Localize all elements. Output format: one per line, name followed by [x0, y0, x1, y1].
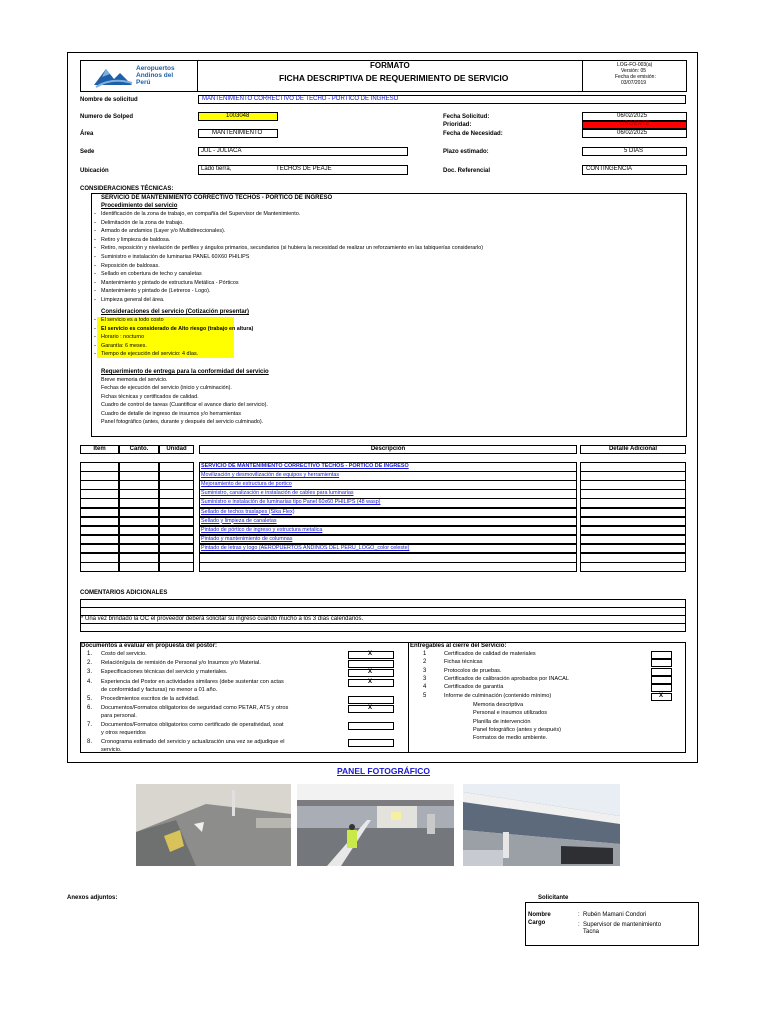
doc-code: LOG-FO-003(a)	[617, 62, 653, 68]
evaluate-item: y otros requeridos	[101, 730, 146, 737]
table-row-description: Pintado de pórtico de ingreso y estructura metalica	[201, 526, 323, 533]
table-row-description: Sellado de techos traslapes (Sika Flex)	[201, 508, 295, 515]
comments-heading: COMENTARIOS ADICIONALES	[80, 590, 168, 596]
table-cell	[580, 462, 686, 472]
procedure-bullet: -	[94, 297, 96, 303]
evaluate-checkbox	[348, 660, 394, 668]
table-cell	[199, 562, 577, 572]
photo-2	[297, 784, 454, 866]
table-cell	[80, 498, 119, 508]
table-cell	[119, 462, 159, 472]
evaluate-item: Procedimientos escritos de la actividad.	[101, 695, 200, 702]
table-cell	[580, 508, 686, 518]
evaluate-mark: X	[368, 705, 373, 711]
table-cell	[119, 526, 159, 536]
evaluate-number: 5.	[87, 695, 93, 702]
requester-name: Rubén Mamani Condori	[583, 912, 647, 918]
table-cell	[80, 517, 119, 527]
evaluate-item: servicio.	[101, 747, 122, 754]
consideration-bullet: -	[94, 334, 96, 341]
issue-label: Fecha de emisión:	[615, 74, 656, 80]
table-cell	[119, 489, 159, 499]
delivery-item: Panel fotográfico (antes, durante y después del servicio culminado).	[101, 419, 264, 425]
request-name-label: Nombre de solicitud	[80, 97, 138, 103]
annex-label: Anexos adjuntos:	[67, 895, 118, 901]
deliverable-mark: X	[659, 692, 664, 699]
evaluate-item: Especificaciones técnicas del servicio y materiales.	[101, 669, 228, 676]
procedure-bullet: -	[94, 245, 96, 252]
company-logo: Aeropuertos Andinos del Perú	[92, 63, 192, 89]
deliverable-number: 3	[423, 667, 427, 674]
evaluate-number: 2.	[87, 660, 93, 667]
consideration-item: Tiempo de ejecución del servicio: 4 días.	[101, 351, 199, 358]
table-cell	[580, 489, 686, 499]
table-cell	[159, 471, 194, 481]
deliverable-checkbox	[651, 676, 672, 684]
consideration-item: El servicio es considerado de Alto riesgo (trabajo en altura)	[101, 325, 254, 332]
deliverable-item: Protocolos de pruebas.	[444, 667, 502, 674]
table-cell	[80, 562, 119, 572]
photo-panel-title: PANEL FOTOGRÁFICO	[337, 766, 431, 776]
procedure-bullet: -	[94, 279, 96, 286]
deliverable-subitem: Memoria descriptiva	[473, 702, 524, 708]
table-cell	[580, 480, 686, 490]
table-cell	[159, 498, 194, 508]
table-row-description: Movilización y desmovilización de equipos y herramientas	[201, 472, 340, 479]
deliverable-number: 1	[423, 651, 427, 657]
table-cell	[119, 544, 159, 554]
doc-version: Versión: 05	[621, 68, 647, 74]
delivery-item: Fichas técnicas y certificados de calidad.	[101, 393, 199, 400]
format-label: FORMATO	[370, 61, 410, 70]
deliverable-item: Certificados de garantía	[444, 684, 504, 691]
table-cell	[159, 544, 194, 554]
table-cell	[80, 462, 119, 472]
evaluate-item: Documentos/Formatos obligatorios de seguridad como PETAR, ATS y otros	[101, 705, 289, 711]
table-cell	[580, 562, 686, 572]
deliverable-number: 4	[423, 684, 427, 691]
consideration-item: El servicio es a todo costo	[101, 317, 164, 323]
table-cell	[80, 480, 119, 490]
table-header-label: Canto.	[129, 446, 149, 452]
table-row-description: Suministro, canalización e instalación de cables para luminarias	[201, 490, 354, 497]
procedure-bullet: -	[94, 236, 96, 243]
table-cell	[580, 526, 686, 536]
deliverable-subitem: Panel fotográfico (antes y después)	[473, 726, 561, 733]
procedure-item: Reposición de baldosas.	[101, 262, 160, 269]
table-cell	[159, 517, 194, 527]
requester-label: Solicitante	[538, 895, 569, 901]
procedure-bullet: -	[94, 219, 96, 226]
table-cell	[159, 535, 194, 545]
table-row-description: Suministro e instalación de luminarias tipo Panel 60x60 PHILIPS (48 wasp)	[201, 499, 381, 506]
table-cell	[159, 489, 194, 499]
procedure-item: Armado de andamios (Layer y/o Multidireccionales).	[101, 228, 226, 235]
evaluate-number: 3.	[87, 669, 93, 676]
document-title: FICHA DESCRIPTIVA DE REQUERIMIENTO DE SERVICIO	[279, 73, 509, 83]
table-cell	[159, 508, 194, 518]
table-row-description: Pintado de letras y logo (AEROPUERTOS ANDINOS DEL PERU_LOGO_color celeste)	[201, 544, 410, 551]
table-header-label: Item	[93, 446, 106, 452]
deliverable-item: Fichas técnicas	[444, 659, 483, 666]
deliverable-number: 5	[423, 692, 427, 699]
evaluate-checkbox	[348, 739, 394, 747]
table-cell	[580, 535, 686, 545]
photo-3	[463, 784, 620, 866]
evaluate-number: 1.	[87, 651, 93, 657]
evaluate-item: Cronograma estimado del servicio y actualización una vez se adjudique el	[101, 739, 285, 746]
table-cell	[159, 480, 194, 490]
table-cell	[580, 544, 686, 554]
delivery-item: Breve memoria del servicio.	[101, 377, 168, 383]
table-cell	[199, 553, 577, 563]
procedure-bullet: -	[94, 211, 96, 217]
delivery-item: Fechas de ejecución del servicio (inicio y culminación).	[101, 385, 232, 392]
evaluate-item: para personal.	[101, 713, 137, 719]
table-cell	[119, 480, 159, 490]
procedure-bullet: -	[94, 228, 96, 235]
evaluate-checkbox	[348, 722, 394, 730]
table-cell	[159, 462, 194, 472]
evaluate-mark: X	[368, 678, 373, 685]
table-cell	[80, 535, 119, 545]
table-cell	[80, 526, 119, 536]
procedure-item: Suministro e instalación de luminarias PANEL 60X60 PHILIPS	[101, 254, 250, 260]
table-cell	[80, 553, 119, 563]
table-cell	[80, 471, 119, 481]
sede-label: Sede	[80, 149, 95, 155]
evaluate-number: 8.	[87, 739, 93, 746]
deliverable-item: Certificados de calibración aprobados por INACAL	[444, 675, 569, 682]
evaluate-item: Costo del servicio.	[101, 651, 147, 657]
technical-heading: CONSIDERACIONES TÉCNICAS:	[80, 186, 174, 192]
table-cell	[159, 526, 194, 536]
consideration-bullet: -	[94, 325, 96, 332]
deliverable-item: Informe de culminación (contenido mínimo)	[444, 692, 552, 699]
deliverable-checkbox	[651, 668, 672, 676]
table-row-description: SERVICIO DE MANTENIMIENTO CORRECTIVO TECHOS - PORTICO DE INGRESO	[201, 463, 409, 469]
procedure-item: Mantenimiento y pintado de estructura Metálica - Pórticos	[101, 279, 239, 286]
consideration-bullet: -	[94, 342, 96, 349]
table-cell	[119, 553, 159, 563]
table-header-label: Descripción	[370, 446, 406, 452]
evaluate-number: 4.	[87, 678, 93, 685]
table-row-description: Mejoramiento de estructura de portico	[201, 481, 292, 488]
procedure-item: Limpieza general del área.	[101, 297, 165, 303]
comments-note: * Una vez brindado la OC el proveedor deberá solicitar su ingreso cuando mucho a los 3 días calendarios.	[81, 616, 364, 622]
deliverable-number: 2	[423, 659, 427, 666]
consideration-bullet: -	[94, 351, 96, 358]
deliverable-subitem: Planilla de intervención	[473, 718, 531, 725]
consideration-bullet: -	[94, 317, 96, 323]
procedure-bullet: -	[94, 288, 96, 295]
issue-date: 03/07/2019	[621, 80, 647, 86]
table-cell	[80, 508, 119, 518]
procedure-bullet: -	[94, 254, 96, 260]
solped-label: Numero de Solped	[80, 114, 134, 120]
evaluate-item: Experiencia del Postor en actividades similares (debe sustentar con actas	[101, 678, 284, 685]
evaluate-checkbox	[348, 696, 394, 704]
procedure-item: Identificación de la zona de trabajo, en compañía del Supervisor de Mantenimiento.	[101, 211, 301, 217]
procedure-bullet: -	[94, 271, 96, 278]
table-cell	[580, 553, 686, 563]
area-label: Área	[80, 131, 94, 137]
table-cell	[119, 535, 159, 545]
table-header-label: Unidad	[166, 446, 187, 452]
procedure-item: Sellado en cobertura de techo y canaletas	[101, 271, 202, 278]
table-cell	[159, 562, 194, 572]
procedure-bullet: -	[94, 262, 96, 269]
evaluate-mark: X	[368, 669, 373, 676]
deliverable-subitem: Formatos de medio ambiente.	[473, 735, 548, 742]
requester-role: Supervisor de mantenimiento	[583, 922, 662, 928]
evaluate-mark: X	[368, 651, 373, 657]
table-cell	[80, 544, 119, 554]
table-cell	[119, 508, 159, 518]
evaluate-number: 7.	[87, 722, 93, 729]
ubicacion-label: Ubicación	[80, 168, 109, 174]
evaluate-item: de conformidad y facturas) no menor a 01 año.	[101, 686, 218, 693]
delivery-item: Cuadro de detalle de ingreso de insumos y/o herramientas	[101, 410, 241, 417]
table-cell	[119, 498, 159, 508]
evaluate-item: Documentos/Formatos obligatorios como certificado de operatividad, soat	[101, 722, 284, 729]
table-cell	[580, 471, 686, 481]
table-cell	[80, 489, 119, 499]
procedure-item: Retiro y limpieza de baldosa.	[101, 236, 171, 243]
deliverable-checkbox	[651, 651, 672, 659]
table-row-description: Pintado y mantenimiento de columnas	[201, 535, 293, 542]
evaluate-item: Relación/guía de remisión de Personal y/o Insumos y/o Material.	[101, 660, 261, 667]
deliverable-subitem: Personal e insumos utilizados	[473, 710, 547, 717]
table-cell	[119, 562, 159, 572]
table-row-description: Sellado y limpieza de canaletas	[201, 517, 277, 524]
procedure-item: Mantenimiento y pintado de (Letreros - Logo).	[101, 288, 211, 295]
deliverable-checkbox	[651, 659, 672, 667]
consideration-item: Garantía: 6 meses.	[101, 342, 147, 349]
table-cell	[119, 471, 159, 481]
table-cell	[580, 517, 686, 527]
procedure-item: Retiro, reposición y nivelación de perfiles y ángulos primarios, secundarios (si hubiera la necesidad de realizar un reforzamiento en las tabiquerías considerarlo)	[101, 245, 484, 252]
delivery-item: Cuadro de control de tareas (Cuantificar el avance diario del servicio).	[101, 402, 268, 409]
deliverable-item: Certificados de calidad de materiales	[444, 651, 536, 657]
evaluate-number: 6.	[87, 705, 93, 711]
procedure-item: Delimitación de la zona de trabajo.	[101, 219, 184, 226]
table-cell	[580, 498, 686, 508]
table-cell	[159, 553, 194, 563]
table-cell	[119, 517, 159, 527]
table-header-label: Detalle Adicional	[608, 446, 658, 452]
deliverable-number: 3	[423, 675, 427, 682]
consideration-item: Horario : nocturno	[101, 334, 145, 341]
deliverable-checkbox	[651, 684, 672, 692]
photo-1	[136, 784, 291, 866]
